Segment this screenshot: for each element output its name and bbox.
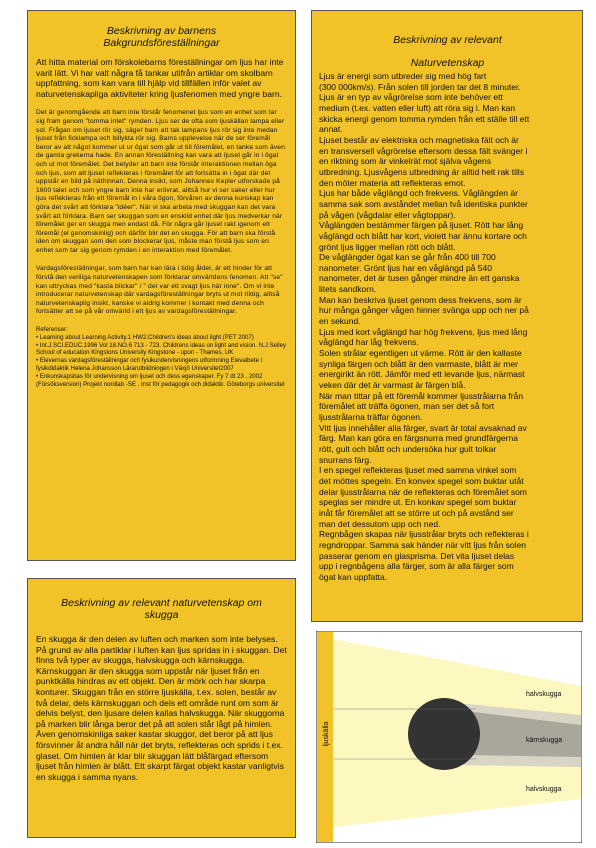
science-text-line: regndroppar. Samma sak händer när vitt ljus från solen xyxy=(319,539,526,550)
shadow-heading: Beskrivning av relevant naturvetenskap om skugga xyxy=(61,597,262,621)
science-text-line: nanometer. Grönt ljus har en våglängd på 540 xyxy=(319,262,492,273)
science-text-line: delar ljusstrålarna när de reflekteras och föremålet som xyxy=(319,486,527,497)
science-text-line: en sekund. xyxy=(319,316,361,327)
science-text-line: Regnbågen skapas när ljusstrålar bryts och reflekteras i xyxy=(319,529,529,540)
science-text-line: inåt får föremålet att se större ut och på avstånd ser xyxy=(319,507,514,518)
science-text-line: samma sak som avståndet mellan två identiska punkter xyxy=(319,198,528,209)
science-text-line: ljusstrålarna träffar ögonen. xyxy=(319,412,423,422)
science-text-line: snurrans färg. xyxy=(319,454,372,465)
science-text-line: det möttes spegeln. En konvex spegel som buktar utåt xyxy=(319,475,524,486)
references-title: Referenser: xyxy=(36,326,68,334)
science-text-line: Vitt ljus innehåller alla färger, svart är total avsaknad av xyxy=(319,422,527,433)
science-text-line: upp i regnbågens alla färger, som är alla färger som xyxy=(319,561,514,572)
intro-paragraph: Att hitta material om förskolebarns föreställningar om ljus har inte varit lätt. Vi har valt några få tankar utifrån artiklar om skolbarn uppfattning, som kan vara till hjälp vid tillfällen inför valet av naturvetenskapliga aktiviteter kring ljusfenomen med yngre barn. xyxy=(36,57,284,99)
science-text-line: ögat kan uppfatta. xyxy=(319,571,388,582)
references-list xyxy=(36,334,287,389)
science-text-line: Ljus med kort våglängd har hög frekvens, ljus med lång xyxy=(319,326,528,337)
shadow-diagram-svg xyxy=(316,631,582,843)
beliefs-paragraph: Det är genomgående att barn inte förstår fenomenet ljus som en enhet som tar sig fram genom "tomma intet" rymden. Ljus ser de ofta som ljuskällan lampa eller sol. Frågan om ljuset rör sig, säger barn att tak lampans ljus rör sig inte medan ljuset från ficklampa och billykta rör sig. Barns upplevelse när de ser föremål beror av att något kommer ut ur ögat som går ut till föremålet, en tanke som även de gamla grekerna hade. En annan föreställning kan vara att ljuset går in i ögat och ut mot föremålet. Det betyder att barn inte förstår interaktionen mellan öga och ljus, som att ljuset reflekteras i föremålet för att fortsätta in i ögat där det uppstår en bild på näthinnan. Denna insikt, som Johannes Kepler utforskade på 1600 talet och som yngre barn inte har erövrat, alltså hur vi ser saker eller hur ljus reflekteras från ett föremål in i våra ögon, förvåren av denna kunskap kan göra det svårt att förklara "idéer". När vi ska arbeta med skuggan kan det vara svårt att förklara. Barn ser skuggan som en enskild enhet där ljus medverkar när föremålet ger en skugga men endast då. För några går ljuset rakt igenom ett föremål (el genomskinlig) och därför blir det en skugga. För att barn ska förstå iden om skuggan som den som blockerar ljus, måste man förstå ljus som en enhet som tar sig genom rymden i en interaktion med föremålet. xyxy=(36,109,285,254)
science-text-line: hur många gånger vågen hinner svänga upp och ner på xyxy=(319,305,529,316)
science-text-line: våglängd har låg frekvens. xyxy=(319,337,419,348)
science-text-line: våglängd och blått har kort, violett har ännu kortare och xyxy=(319,230,527,241)
everyday-beliefs-paragraph: Vardagsföreställningar, som barn har kan lära i tidig ålder, är ett hinder för att förstå den veriliga naturvetenskapen som förklarar omvärldens fenomen. Att "se" kan uttryckas med "kasta blickar" / " det var ett svagt ljus här inne". Om vi inte introducerar naturvetenskap där vardagsföreställningar bryts ut mot riktig, alltså naturvetenskaplig insikt, kanske vi aldrig kommer i kontakt med denna och fortsätter att se på vår omvärld i ett ljus av vardagsföreställningar. xyxy=(36,265,283,316)
left-top-panel xyxy=(27,10,296,561)
science-text-line: litets sandkorn. xyxy=(319,284,377,295)
science-text-line: Våglängden bestämmer färgen på ljuset. Rött har lång xyxy=(319,220,524,231)
left-bottom-panel xyxy=(27,578,296,838)
reference-item: • Enkunskapsbas för undervisning om ljuset och dess egenskaper. Fy 7 dt 23 . 2002 (Försöksversion) Projekt nordlab -SE . Inst för pedagogik och didaktik. Göteborgs universitet xyxy=(36,372,285,388)
science-text-line: en transversell vågrörelse eftersom dessa fält svänger i xyxy=(319,145,528,156)
right-heading-line1: Beskrivning av relevant xyxy=(393,34,502,46)
shadow-paragraph: En skugga är den delen av luften och marken som inte belyses. På grund av alla partiklar i luften kan ljus spridas in i skuggan. Det finns två typer av skugga, halvskugga och kärnskugga. Kärnskuggan är den skugga som uppstår när ljuset från en punktkälla hindras av ett objekt. Den är mörk och har skarpa konturer. Skuggan från en större ljuskälla, t.ex. solen, består av två delar, dels kärnskuggan och dels ett område runt om som är delvis belyst, den ljusare delen kallas halvskugga. När skuggorna på marken blir långa beror det på att solen står lågt på himlen. Även genomskinliga saker kastar skuggor, det beror på att ljus försvinner åt andra håll när det bryts, reflekteras och sprids i t.ex. glaset. Om himlen är klar blir skuggan lätt blåfärgad eftersom ljuset från himlen är blått. Ett skarpt färgat objekt kastar vanligtvis en skugga i samma nyans. xyxy=(36,634,287,782)
science-text-line: föremålet att träffa ögonen, man ser det så fort xyxy=(319,401,495,412)
science-text-line: veken där det är varmast är färgen blå. xyxy=(319,380,466,391)
science-text-line: speglas ser mindre ut. En konkav spegel som buktar xyxy=(319,497,517,508)
moon-object-icon xyxy=(408,698,480,770)
science-text-line: nanometer, det är tusen gånger mindre än ett ganska xyxy=(319,273,520,284)
light-source-label: ljuskälla xyxy=(323,721,330,747)
reference-item: • Int.J.SCI.EDUC.1996 Vol 18.NO.6 713 - 723. Childrens ideas on light and vision. N.J.Selley School of education Kingstons University Kingstone - upon - Thames, UK xyxy=(36,341,287,357)
reference-item: • Learning about Learning Activity.1 HW2:Children's ideas about light (PET 2007) xyxy=(36,333,254,341)
science-text-line: grönt ljus ligger mellan rött och blått. xyxy=(319,241,456,252)
science-text-line: skicka energi genom tomma rymden från ett ställe till ett xyxy=(319,113,530,124)
science-text-line: annat. xyxy=(319,124,343,135)
core-shadow-label: kärnskugga xyxy=(526,737,563,744)
science-text-line: energirikt än rött. Jämför med ett levande ljus, närmast xyxy=(319,369,525,380)
science-text-line: på vågen (vågdalar eller vågtoppar). xyxy=(319,209,456,220)
science-text-line: Man kan beskriva ljuset genom dess frekvens, som är xyxy=(319,294,522,305)
reference-item: • Elevernas vardagsföreställningar och fysikundervisningens utformning Elevaibete i fysikdidaktik Helena Johansson Lärarutbildningen i Växjö Universitet2007 xyxy=(36,357,263,373)
science-text-line: den möter materia att reflekteras emot. xyxy=(319,177,466,188)
science-text xyxy=(319,71,576,583)
science-text-line: man det dessutom upp och ned. xyxy=(319,518,441,529)
science-text-line: Solen strålar egentligen ut värme. Rött är den kallaste xyxy=(319,348,522,359)
science-text-line: När man tittar på ett föremål kommer ljusstrålarna från xyxy=(319,390,524,401)
science-text-line: utbredning. Ljusvågens utbredning är alltid helt rak tills xyxy=(319,166,525,177)
science-text-line: rött, gult och blått och undersöka hur gult tolkar xyxy=(319,443,497,454)
science-text-line: passerar genom en glasprisma. Det vita ljuset delas xyxy=(319,550,515,561)
shadow-diagram xyxy=(316,631,582,843)
science-text-line: en riktning som är vinkelrät mot själva vågens xyxy=(319,156,491,167)
science-text-line: I en spegel reflekteras ljuset med samma vinkel som xyxy=(319,465,517,476)
science-text-line: medium (t.ex. vatten eller luft) att röra sig i. Man kan xyxy=(319,102,516,113)
science-text-line: (300 000km/s). Från solen till jorden tar det 8 minuter. xyxy=(319,81,521,92)
science-text-line: De våglängder ögat kan se går från 400 till 700 xyxy=(319,252,496,263)
half-shadow-label-top: halvskugga xyxy=(526,691,562,698)
science-text-line: synliga färgen och blått är den varmaste, blått är mer xyxy=(319,358,518,369)
science-text-line: färg. Man kan göra en färgsnurra med grundfärgerna xyxy=(319,433,518,444)
science-text-line: Ljus är energi som utbreder sig med hög fart xyxy=(319,71,487,81)
half-shadow-label-bottom: halvskugga xyxy=(526,786,562,793)
right-heading-line2: Naturvetenskap xyxy=(410,57,485,69)
science-text-line: Ljus har både våglängd och frekvens. Våglängden är xyxy=(319,188,518,199)
right-panel xyxy=(311,10,583,622)
science-text-line: Ljuset består av elektriska och magnetiska fält och är xyxy=(319,134,519,145)
left-top-heading: Beskrivning av barnens Bakgrundsföreställningar xyxy=(103,25,220,49)
science-text-line: Ljus är en typ av vågrörelse som inte behöver ett xyxy=(319,92,503,103)
